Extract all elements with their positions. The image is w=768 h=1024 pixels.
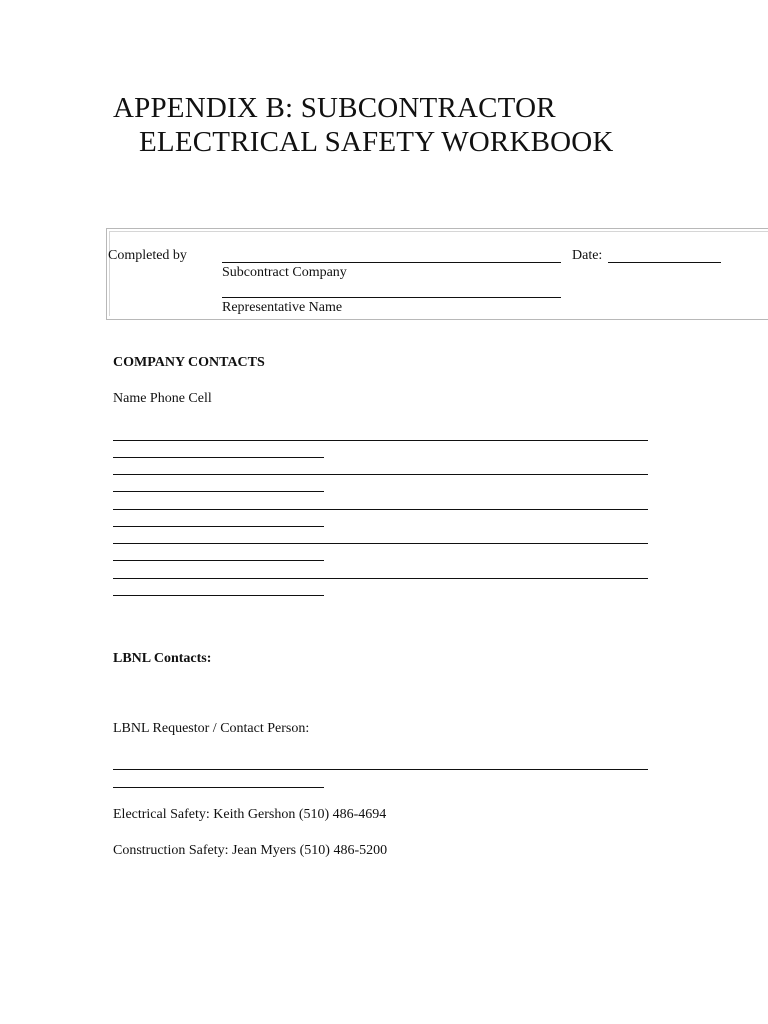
company-contact-line-4a[interactable] <box>113 543 648 544</box>
completion-form-inner-border <box>109 231 768 316</box>
lbnl-contacts-heading: LBNL Contacts: <box>113 651 212 666</box>
company-contact-line-3a[interactable] <box>113 509 648 510</box>
completed-by-label: Completed by <box>108 248 187 263</box>
lbnl-requestor-label: LBNL Requestor / Contact Person: <box>113 721 310 736</box>
lbnl-requestor-line-a[interactable] <box>113 769 648 770</box>
lbnl-requestor-line-b[interactable] <box>113 787 324 788</box>
company-contacts-heading: COMPANY CONTACTS <box>113 355 265 370</box>
company-contact-line-1a[interactable] <box>113 440 648 441</box>
company-contact-line-5a[interactable] <box>113 578 648 579</box>
representative-name-label: Representative Name <box>222 300 343 315</box>
date-line[interactable] <box>608 262 721 263</box>
company-contact-line-2b[interactable] <box>113 491 324 492</box>
date-label: Date: <box>572 248 603 263</box>
company-contacts-column-label: Name Phone Cell <box>113 391 212 406</box>
construction-safety-contact: Construction Safety: Jean Myers (510) 486-5200 <box>113 843 388 858</box>
subcontract-company-label: Subcontract Company <box>222 265 347 280</box>
company-contact-line-4b[interactable] <box>113 560 324 561</box>
representative-name-line[interactable] <box>222 297 561 298</box>
company-contact-line-3b[interactable] <box>113 526 324 527</box>
company-contact-line-2a[interactable] <box>113 474 648 475</box>
document-title-line-1: APPENDIX B: SUBCONTRACTOR <box>113 92 556 124</box>
subcontract-company-line[interactable] <box>222 262 561 263</box>
company-contact-line-1b[interactable] <box>113 457 324 458</box>
document-title-line-2: ELECTRICAL SAFETY WORKBOOK <box>139 126 614 158</box>
electrical-safety-contact: Electrical Safety: Keith Gershon (510) 486-4694 <box>113 807 387 822</box>
company-contact-line-5b[interactable] <box>113 595 324 596</box>
